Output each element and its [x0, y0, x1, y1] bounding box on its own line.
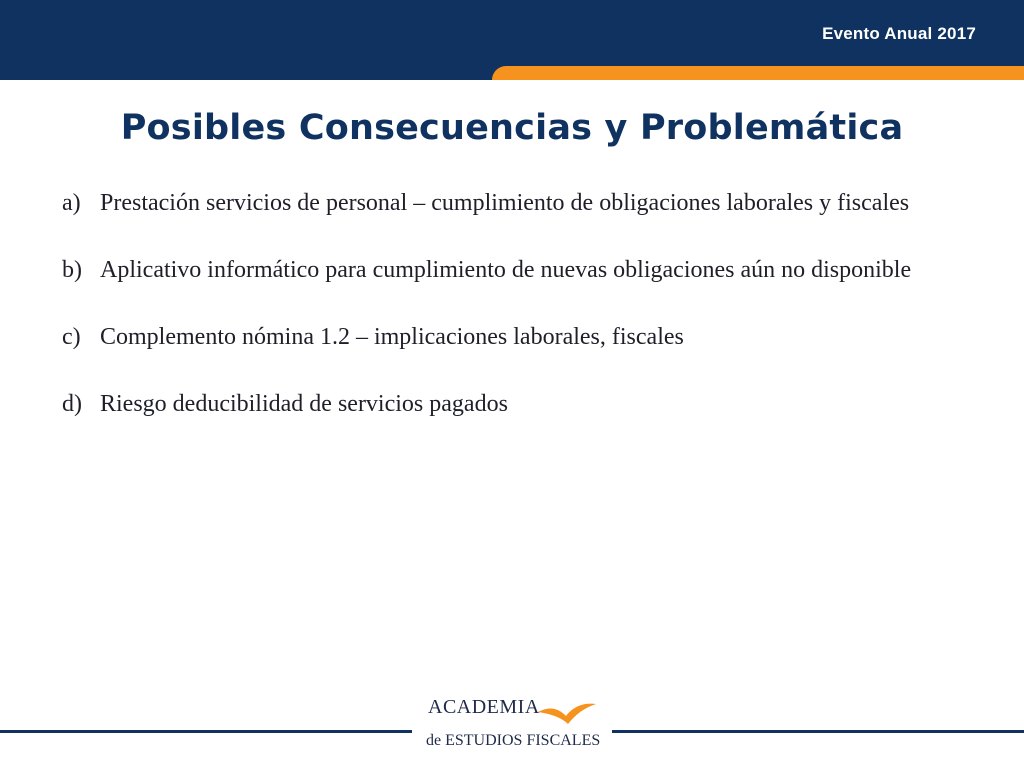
- list-marker: b): [62, 257, 82, 283]
- list-item: [62, 186, 962, 221]
- logo-line-1: ACADEMIA: [428, 696, 540, 718]
- event-label: Evento Anual 2017: [822, 24, 976, 43]
- list-item: [62, 253, 962, 288]
- list-item: [62, 320, 962, 355]
- footer-divider-right: [612, 730, 1024, 733]
- academia-logo: [418, 690, 608, 762]
- list-item-text: Complemento nómina 1.2 – implicaciones laborales, fiscales: [100, 324, 684, 350]
- slide-title: Posibles Consecuencias y Problemática: [120, 108, 904, 148]
- item-list: [62, 186, 962, 454]
- header-accent-band: [492, 66, 1024, 80]
- list-item: [62, 387, 962, 422]
- list-marker: d): [62, 391, 82, 417]
- footer-divider-left: [0, 730, 412, 733]
- list-marker: a): [62, 190, 81, 216]
- bird-icon: [536, 698, 598, 728]
- list-item-text: Riesgo deducibilidad de servicios pagados: [100, 391, 508, 417]
- list-item-text: Aplicativo informático para cumplimiento de nuevas obligaciones aún no disponible: [100, 257, 912, 283]
- logo-line-2: de ESTUDIOS FISCALES: [426, 732, 601, 749]
- list-item-text: Prestación servicios de personal – cumplimiento de obligaciones laborales y fiscales: [100, 190, 910, 216]
- list-marker: c): [62, 324, 81, 350]
